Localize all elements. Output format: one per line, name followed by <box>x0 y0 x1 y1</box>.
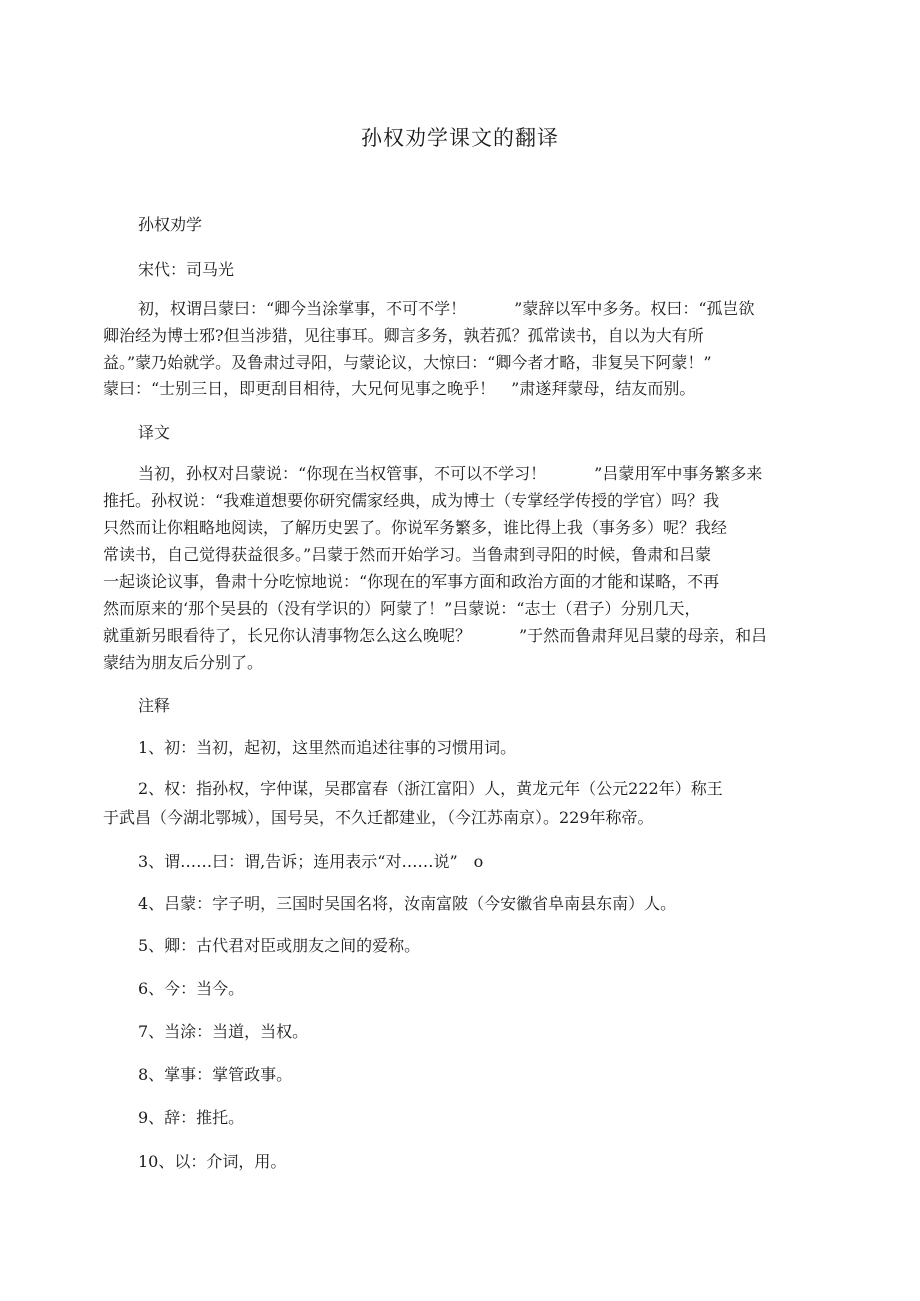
note-item: 2、权：指孙权，字仲谋，吴郡富春（浙江富阳）人，黄龙元年（公元222年）称王 <box>138 779 723 798</box>
note-item: 5、卿：古代君对臣或朋友之间的爱称。 <box>138 936 421 955</box>
original-text-line: 卿治经为博士邪?但当涉猎，见往事耳。卿言多务，孰若孤？孤常读书，自以为大有所 <box>103 326 704 345</box>
heading-original: 孙权劝学 <box>138 215 203 234</box>
document-title: 孙权劝学课文的翻译 <box>361 126 559 150</box>
note-item: 6、今：当今。 <box>138 979 245 998</box>
note-item: 4、吕蒙：字子明，三国时吴国名将，汝南富陂（今安徽省阜南县东南）人。 <box>138 894 677 913</box>
translation-line: 常读书，自己觉得获益很多。”吕蒙于然而开始学习。当鲁肃到寻阳的时候，鲁肃和吕蒙 <box>103 545 712 564</box>
note-item: 3、谓……曰：谓,告诉；连用表示“对……说” o <box>138 852 484 871</box>
original-text-line: 初，权谓吕蒙曰：“卿今当涂掌事，不可不学！ ”蒙辞以军中多务。权曰：“孤岂欲 <box>138 299 755 318</box>
original-text-line: 益。”蒙乃始就学。及鲁肃过寻阳，与蒙论议，大惊曰：“卿今者才略，非复吴下阿蒙！” <box>103 353 712 372</box>
translation-line: 就重新另眼看待了，长兄你认清事物怎么这么晚呢？ ”于然而鲁肃拜见吕蒙的母亲，和吕 <box>103 626 768 645</box>
translation-line: 然而原来的‘那个吴县的（没有学识的）阿蒙了！”吕蒙说：“志士（君子）分别几天， <box>103 599 701 618</box>
translation-line: 蒙结为朋友后分别了。 <box>103 653 264 672</box>
translation-line: 推托。孙权说：“我难道想要你研究儒家经典，成为博士（专掌经学传授的学官）吗？我 <box>103 491 720 510</box>
note-item-continuation: 于武昌（今湖北鄂城），国号吴，不久迁都建业，（今江苏南京）。229年称帝。 <box>103 808 654 827</box>
translation-line: 只然而让你粗略地阅读，了解历史罢了。你说军务繁多，谁比得上我（事务多）呢？我经 <box>103 518 728 537</box>
heading-translation: 译文 <box>138 423 171 442</box>
note-item: 8、掌事：掌管政事。 <box>138 1065 293 1084</box>
note-item: 7、当涂：当道，当权。 <box>138 1022 309 1041</box>
heading-notes: 注释 <box>138 696 171 715</box>
note-item: 1、初：当初，起初，这里然而追述往事的习惯用词。 <box>138 738 517 757</box>
note-item: 10、以：介词，用。 <box>138 1152 287 1171</box>
translation-line: 当初，孙权对吕蒙说：“你现在当权管事，不可以不学习！ ”吕蒙用军中事务繁多来 <box>138 464 763 483</box>
note-item: 9、辞：推托。 <box>138 1108 245 1127</box>
original-text-line: 蒙曰：“士别三日，即更刮目相待，大兄何见事之晚乎！ ”肃遂拜蒙母，结友而别。 <box>103 379 696 398</box>
translation-line: 一起谈论议事，鲁肃十分吃惊地说：“你现在的军事方面和政治方面的才能和谋略，不再 <box>103 572 720 591</box>
author-line: 宋代：司马光 <box>138 260 235 279</box>
